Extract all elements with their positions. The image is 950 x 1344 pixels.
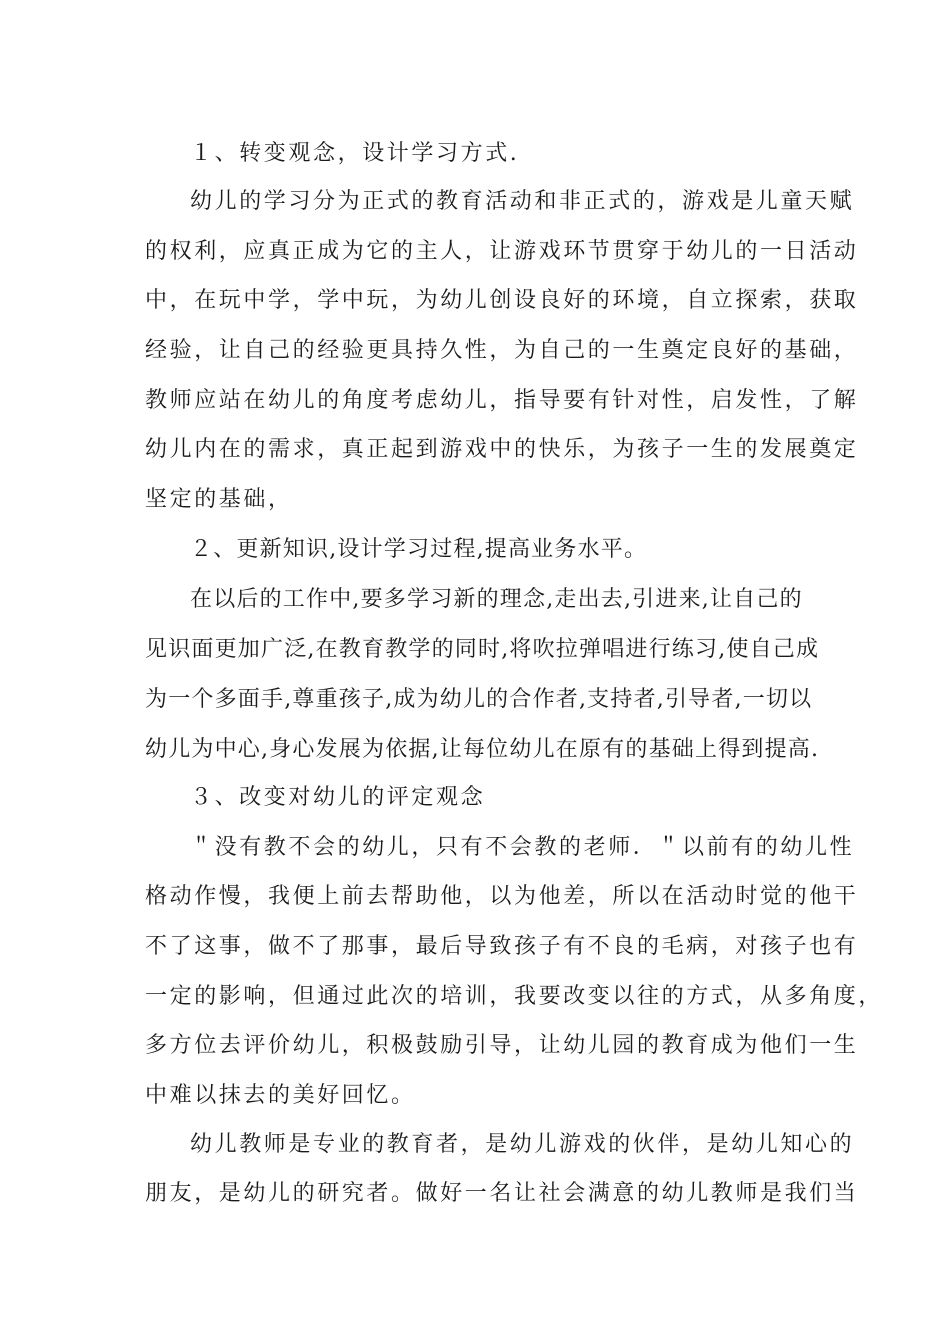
paragraph-line: 幼儿的学习分为正式的教育活动和非正式的，游戏是儿童天赋: [190, 189, 855, 214]
paragraph-line: 见识面更加广泛,在教育教学的同时,将吹拉弹唱进行练习,使自己成: [145, 637, 820, 662]
paragraph-line: 幼儿为中心,身心发展为依据,让每位幼儿在原有的基础上得到提高.: [145, 737, 820, 762]
paragraph-line: 经验，让自己的经验更具持久性，为自己的一生奠定良好的基础，: [145, 338, 859, 363]
paragraph-line: ＂没有教不会的幼儿，只有不会教的老师．＂以前有的幼儿性: [190, 835, 855, 860]
heading-1: １、转变观念，设计学习方式.: [190, 141, 520, 166]
paragraph-line: 不了这事，做不了那事，最后导致孩子有不良的毛病，对孩子也有: [145, 934, 859, 959]
heading-3: ３、改变对幼儿的评定观念: [190, 785, 486, 810]
paragraph-line: 教师应站在幼儿的角度考虑幼儿，指导要有针对性，启发性，了解: [145, 388, 859, 413]
paragraph-line: 幼儿教师是专业的教育者，是幼儿游戏的伙伴，是幼儿知心的: [190, 1132, 855, 1157]
paragraph-line: 朋友，是幼儿的研究者。做好一名让社会满意的幼儿教师是我们当: [145, 1181, 859, 1206]
paragraph-line: 中，在玩中学，学中玩，为幼儿创设良好的环境，自立探索，获取: [145, 288, 859, 313]
paragraph-line: 坚定的基础，: [145, 487, 293, 512]
paragraph-line: 一定的影响，但通过此次的培训，我要改变以往的方式，从多角度，: [145, 984, 884, 1009]
paragraph-line: 中难以抹去的美好回忆。: [145, 1083, 416, 1108]
paragraph-line: 的权利，应真正成为它的主人，让游戏环节贯穿于幼儿的一日活动: [145, 239, 859, 264]
paragraph-line: 在以后的工作中,要多学习新的理念,走出去,引进来,让自己的: [190, 587, 803, 612]
paragraph-line: 幼儿内在的需求，真正起到游戏中的快乐，为孩子一生的发展奠定: [145, 437, 859, 462]
heading-2: ２、更新知识,设计学习过程,提高业务水平。: [190, 537, 648, 562]
paragraph-line: 格动作慢，我便上前去帮助他，以为他差，所以在活动时觉的他干: [145, 884, 859, 909]
paragraph-line: 多方位去评价幼儿，积极鼓励引导，让幼儿园的教育成为他们一生: [145, 1033, 859, 1058]
paragraph-line: 为一个多面手,尊重孩子,成为幼儿的合作者,支持者,引导者,一切以: [145, 687, 813, 712]
